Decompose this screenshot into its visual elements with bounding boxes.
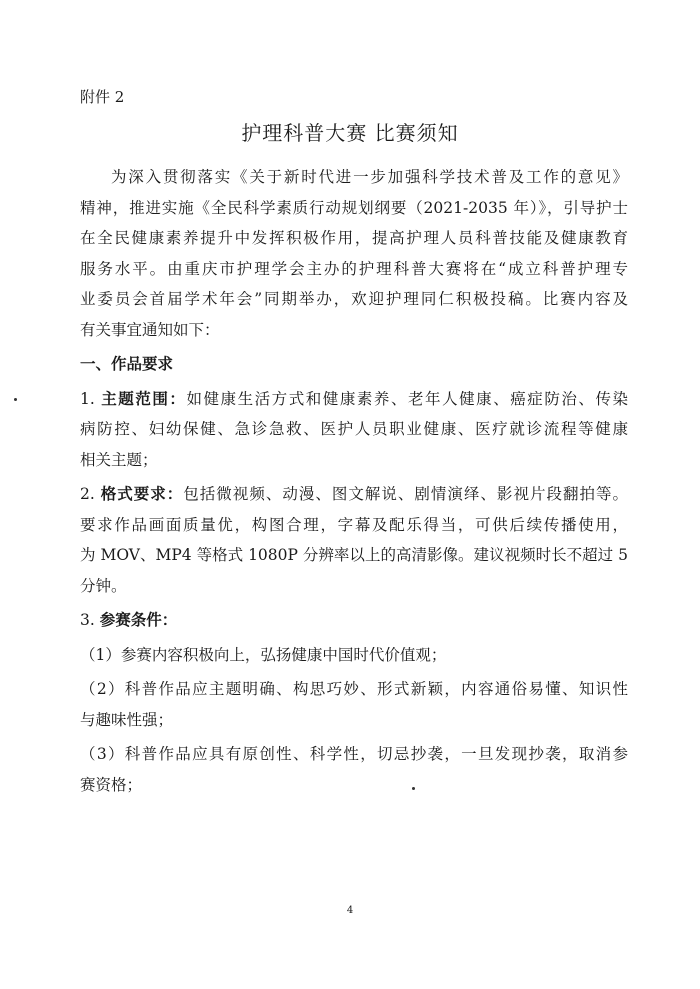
intro-line: 服务水平。由重庆市护理学会主办的护理科普大赛将在“成立科普护理专 [80,259,628,278]
item-number: 2. [80,485,101,503]
condition-line: （3）科普作品应具有原创性、科学性，切忌抄袭，一旦发现抄袭，取消参 [80,745,628,763]
condition-3 [80,739,628,800]
item-label: 格式要求： [100,484,184,503]
condition-line: 与趣味性强； [80,710,174,729]
attachment-label: 附件 2 [80,88,125,106]
item-line: 相关主题； [80,450,158,469]
item-line: 要求作品画面质量优，构图合理，字幕及配乐得当，可供后续传播使用， [80,515,628,534]
item-conditions [80,605,628,636]
intro-line: 为深入贯彻落实《关于新时代进一步加强科学技术普及工作的意见》 [111,168,628,186]
scan-speck [412,787,415,790]
item-line: 分钟。 [80,576,127,595]
document-body [80,162,628,800]
item-text: 包括微视频、动漫、图文解说、剧情演绎、影视片段翻拍等。 [183,485,628,503]
condition-line: （1）参赛内容积极向上，弘扬健康中国时代价值观； [80,645,447,664]
item-number: 1. [80,389,102,408]
item-label: 参赛条件： [99,610,178,629]
intro-line: 业委员会首届学术年会”同期举办，欢迎护理同仁积极投稿。比赛内容及 [80,290,628,308]
document-title: 护理科普大赛 比赛须知 [241,121,459,145]
intro-line: 有关事宜通知如下： [80,320,220,339]
page-number: 4 [346,905,354,916]
item-line: 病防控、妇幼保健、急诊急救、医护人员职业健康、医疗就诊流程等健康 [80,420,628,438]
condition-2 [80,674,628,735]
item-label: 主题范围： [101,388,187,408]
item-line: 为 MOV、MP4 等格式 1080P 分辨率以上的高清影像。建议视频时长不超过 5 [80,546,628,564]
item-text: 如健康生活方式和健康素养、老年人健康、癌症防治、传染 [186,389,628,408]
intro-paragraph [80,162,628,345]
item-theme [80,384,628,476]
item-number: 3. [80,611,100,629]
intro-line: 精神，推进实施《全民科学素质行动规划纲要（2021-2035 年）》，引导护士 [80,198,628,217]
scan-speck [14,398,17,401]
intro-line: 在全民健康素养提升中发挥积极作用，提高护理人员科普技能及健康教育 [80,229,628,247]
condition-line: 赛资格； [80,775,143,794]
condition-line: （2）科普作品应主题明确、构思巧妙、形式新颖，内容通俗易懂、知识性 [80,680,628,698]
item-format [80,479,628,601]
section-heading: 一、作品要求 [80,354,174,373]
condition-1 [80,640,628,671]
